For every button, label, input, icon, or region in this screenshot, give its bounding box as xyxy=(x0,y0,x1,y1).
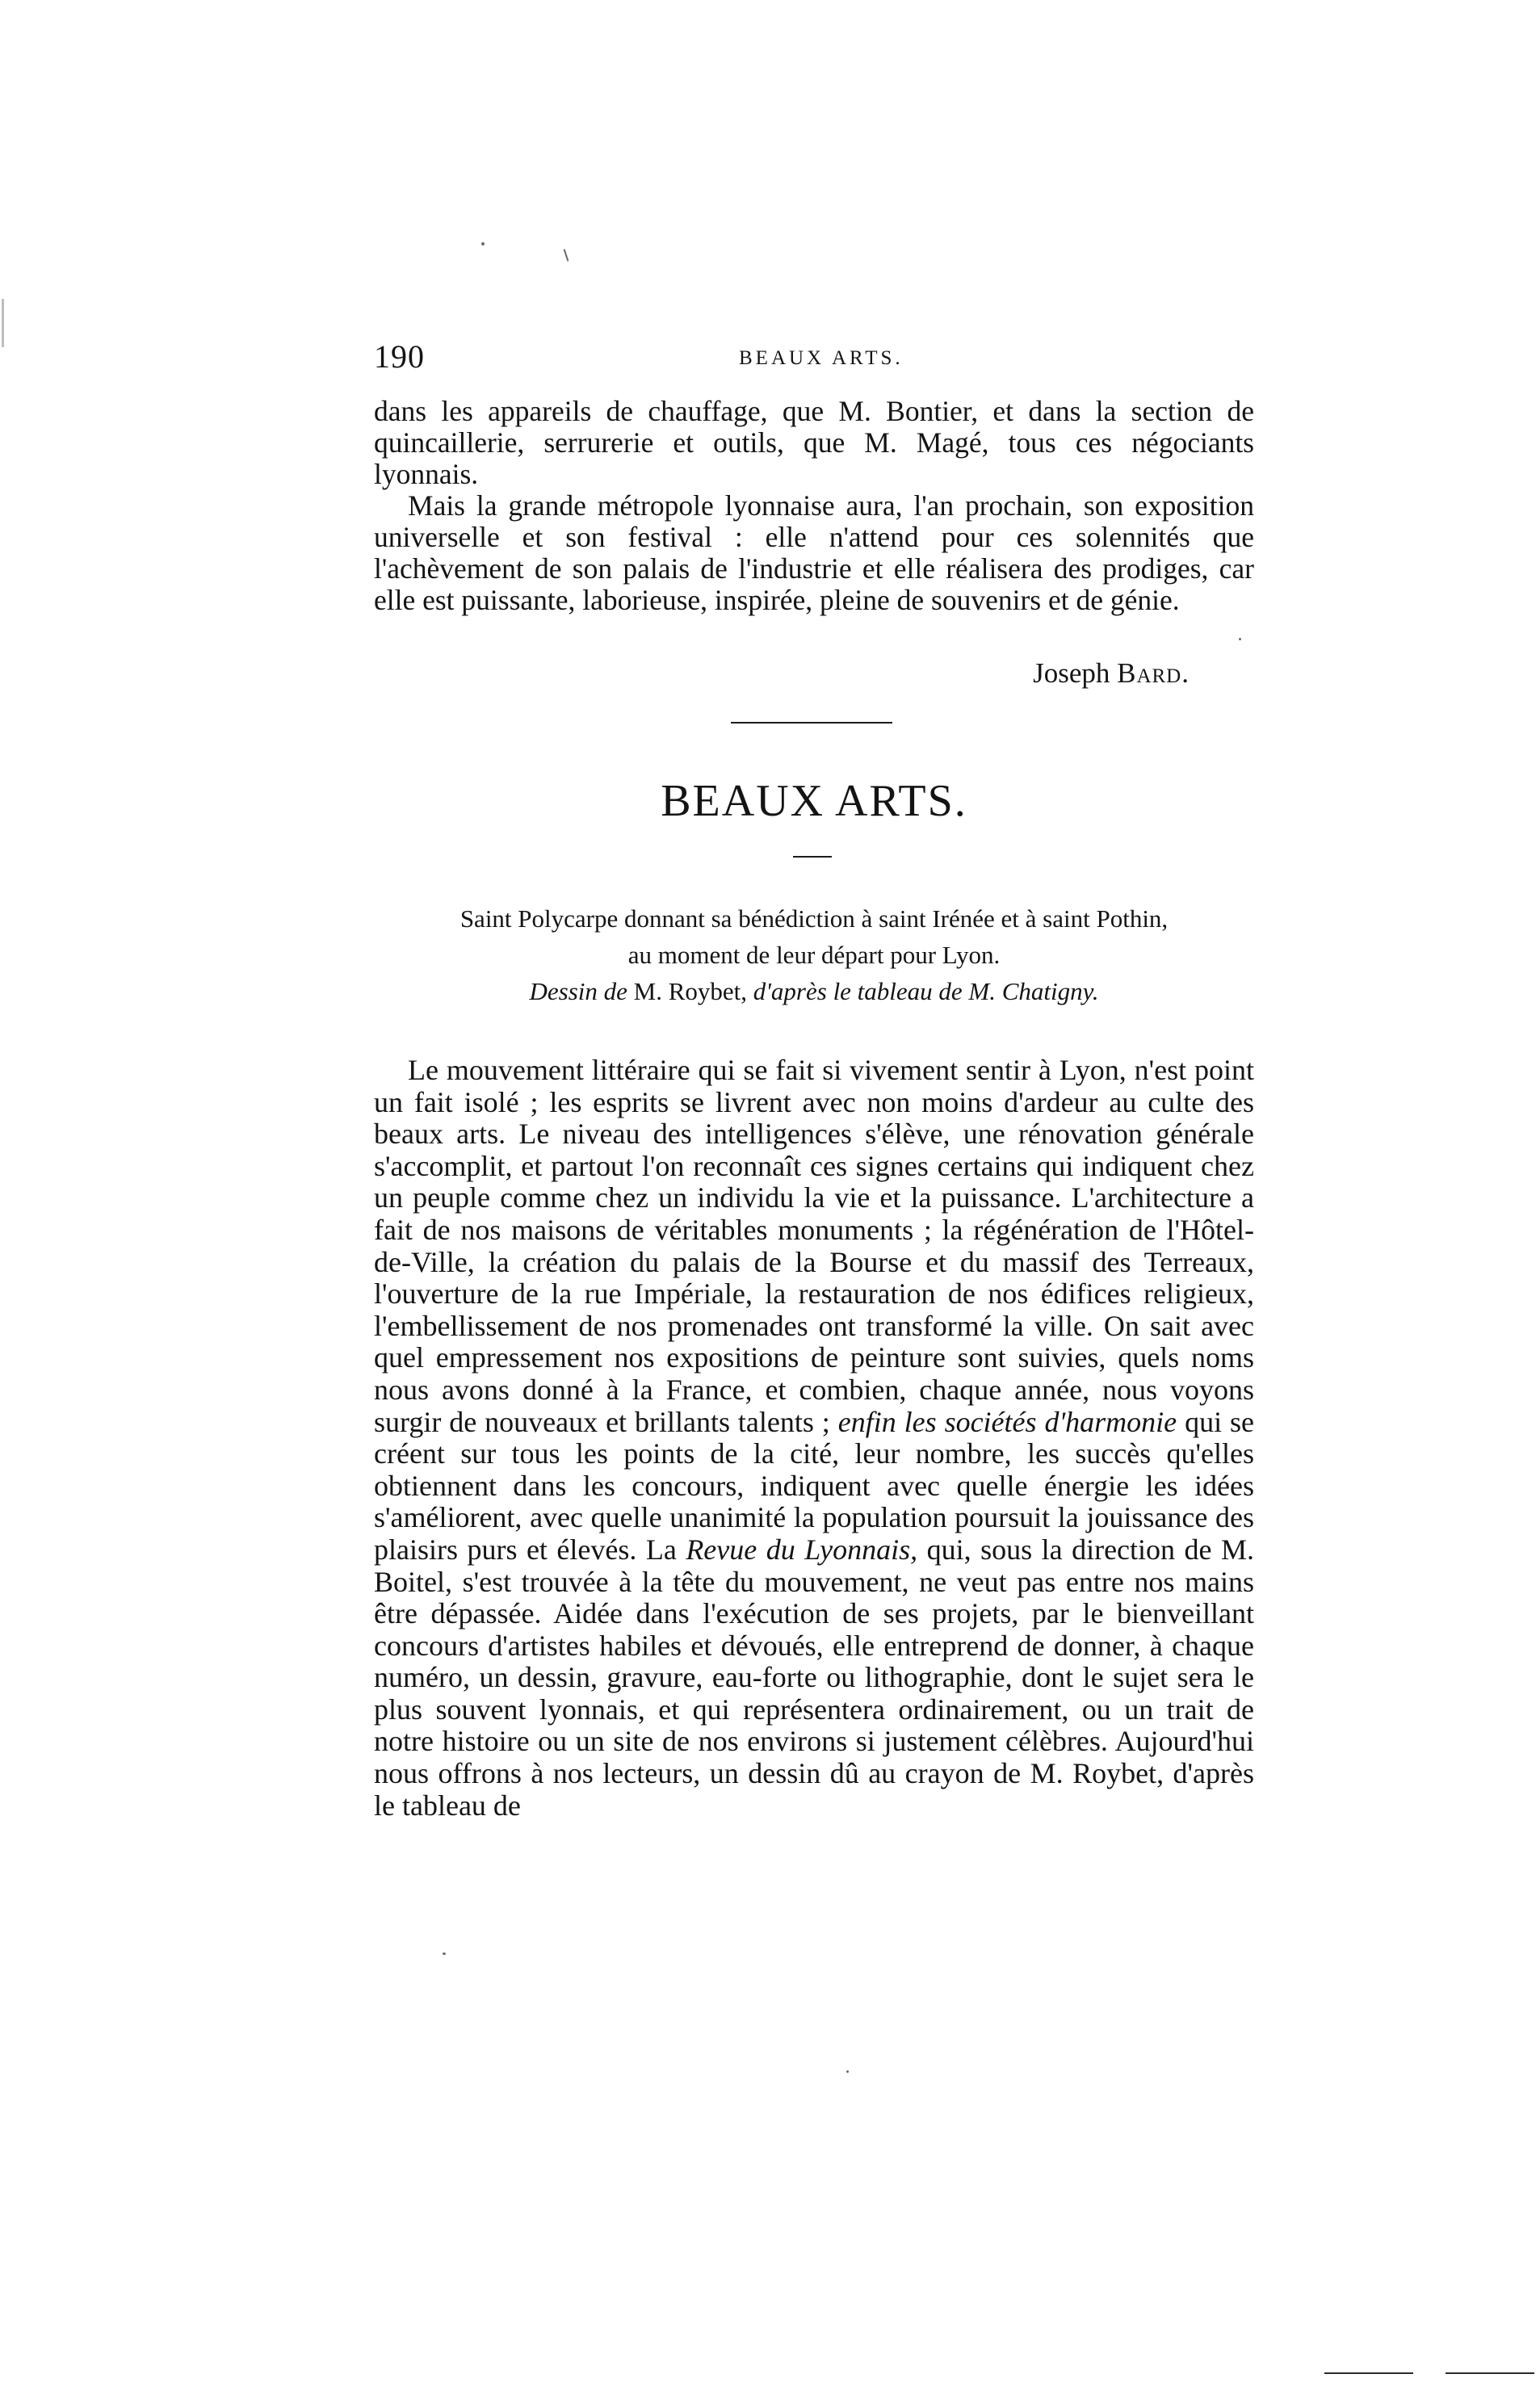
caption-credit-artist: M. Roybet, xyxy=(633,977,748,1005)
scan-speck xyxy=(2,299,4,347)
running-title: BEAUX ARTS. xyxy=(739,347,904,369)
running-head xyxy=(374,338,1262,378)
scan-speck xyxy=(443,1952,446,1955)
scan-speck xyxy=(481,242,485,245)
paragraph: dans les appareils de chauffage, que M. Bontier, et dans la section de quincaillerie, serrurerie et outils, que M. Magé, tous ces négociants lyonnais. xyxy=(374,395,1254,490)
scan-speck xyxy=(846,2070,849,2073)
caption-credit-prefix: Dessin de xyxy=(529,977,627,1005)
author-signature xyxy=(374,657,1190,690)
scan-edge-mark xyxy=(1324,2372,1413,2374)
caption-credit xyxy=(374,977,1254,1006)
previous-article-text xyxy=(374,396,1254,616)
caption-line: Saint Polycarpe donnant sa bénédiction à saint Irénée et à saint Pothin, xyxy=(459,904,1169,933)
caption-credit-suffix: d'après le tableau de M. Chatigny. xyxy=(753,977,1099,1005)
body-text: Le mouvement littéraire qui se fait si vivement sentir à Lyon, n'est point un fait isolé ; les esprits se livrent avec non moins d'ardeur au culte des beaux arts. Le niveau des intelligences s'élève, une rénovation générale s'accomplit, et partout l'on reconnaît ces signes certains qui indiquent chez un peuple comme chez un individu la vie et la puissance. L'architecture a fait de nos maisons de véritables monuments ; la régénération de l'Hôtel-de-Ville, la création du palais de la Bourse et du massif des Terreaux, l'ouverture de la rue Impériale, la restauration de nos édifices religieux, l'embellissement de nos promenades ont transformé la ville. On sait avec quel empressement nos expositions de peinture sont suivies, quels noms nous avons donné à la France, et combien, chaque année, nous voyons surgir de nouveaux et brillants talents ; xyxy=(374,1054,1254,1438)
section-separator-rule xyxy=(731,722,892,724)
body-text: qui, sous la direction de M. Boitel, s'est trouvée à la tête du mouvement, ne veut pas entre nos mains être dépassée. Aidée dans l'exécution de ses projets, par le bienveillant concours d'artistes habiles et dévoués, elle entreprend de donner, à chaque numéro, un dessin, gravure, eau-forte ou lithographie, dont le sujet sera le plus souvent lyonnais, et qui représentera ordinairement, ou un trait de notre histoire ou un site de nos environs si justement célèbres. Aujourd'hui nous offrons à nos lecteurs, un dessin dû au crayon de M. Roybet, d'après le tableau de xyxy=(374,1533,1254,1822)
page-number: 190 xyxy=(374,338,425,375)
body-italic: Revue du Lyonnais, xyxy=(686,1533,918,1566)
body-italic: enfin les sociétés d'harmonie xyxy=(837,1405,1177,1438)
main-article-text xyxy=(374,1055,1254,1822)
scan-speck xyxy=(564,249,569,262)
heading-underline-rule xyxy=(793,856,832,858)
caption-line: au moment de leur départ pour Lyon. xyxy=(627,941,1001,969)
paragraph xyxy=(374,1055,1254,1822)
scan-edge-mark xyxy=(1446,2372,1534,2374)
section-heading: BEAUX ARTS. xyxy=(661,776,967,826)
signature-first-name: Joseph xyxy=(1033,657,1110,689)
scan-speck xyxy=(1239,638,1241,640)
paragraph: Mais la grande métropole lyonnaise aura, l'an prochain, son exposition universelle et son festival : elle n'attend pour ces solennités que l'achèvement de son palais de l'industrie et elle réalisera des prodiges, car elle est puissante, laborieuse, inspirée, pleine de souvenirs et de génie. xyxy=(374,489,1254,616)
body-text: qui se créent sur tous les points de la cité, leur nombre, les succès qu'elles obtiennent dans les concours, indiquent avec quelle énergie les idées s'améliorent, avec quelle unanimité la population poursuit la jouissance des plaisirs purs et élevés. La xyxy=(374,1405,1255,1566)
signature-last-name: Bard. xyxy=(1117,657,1190,689)
